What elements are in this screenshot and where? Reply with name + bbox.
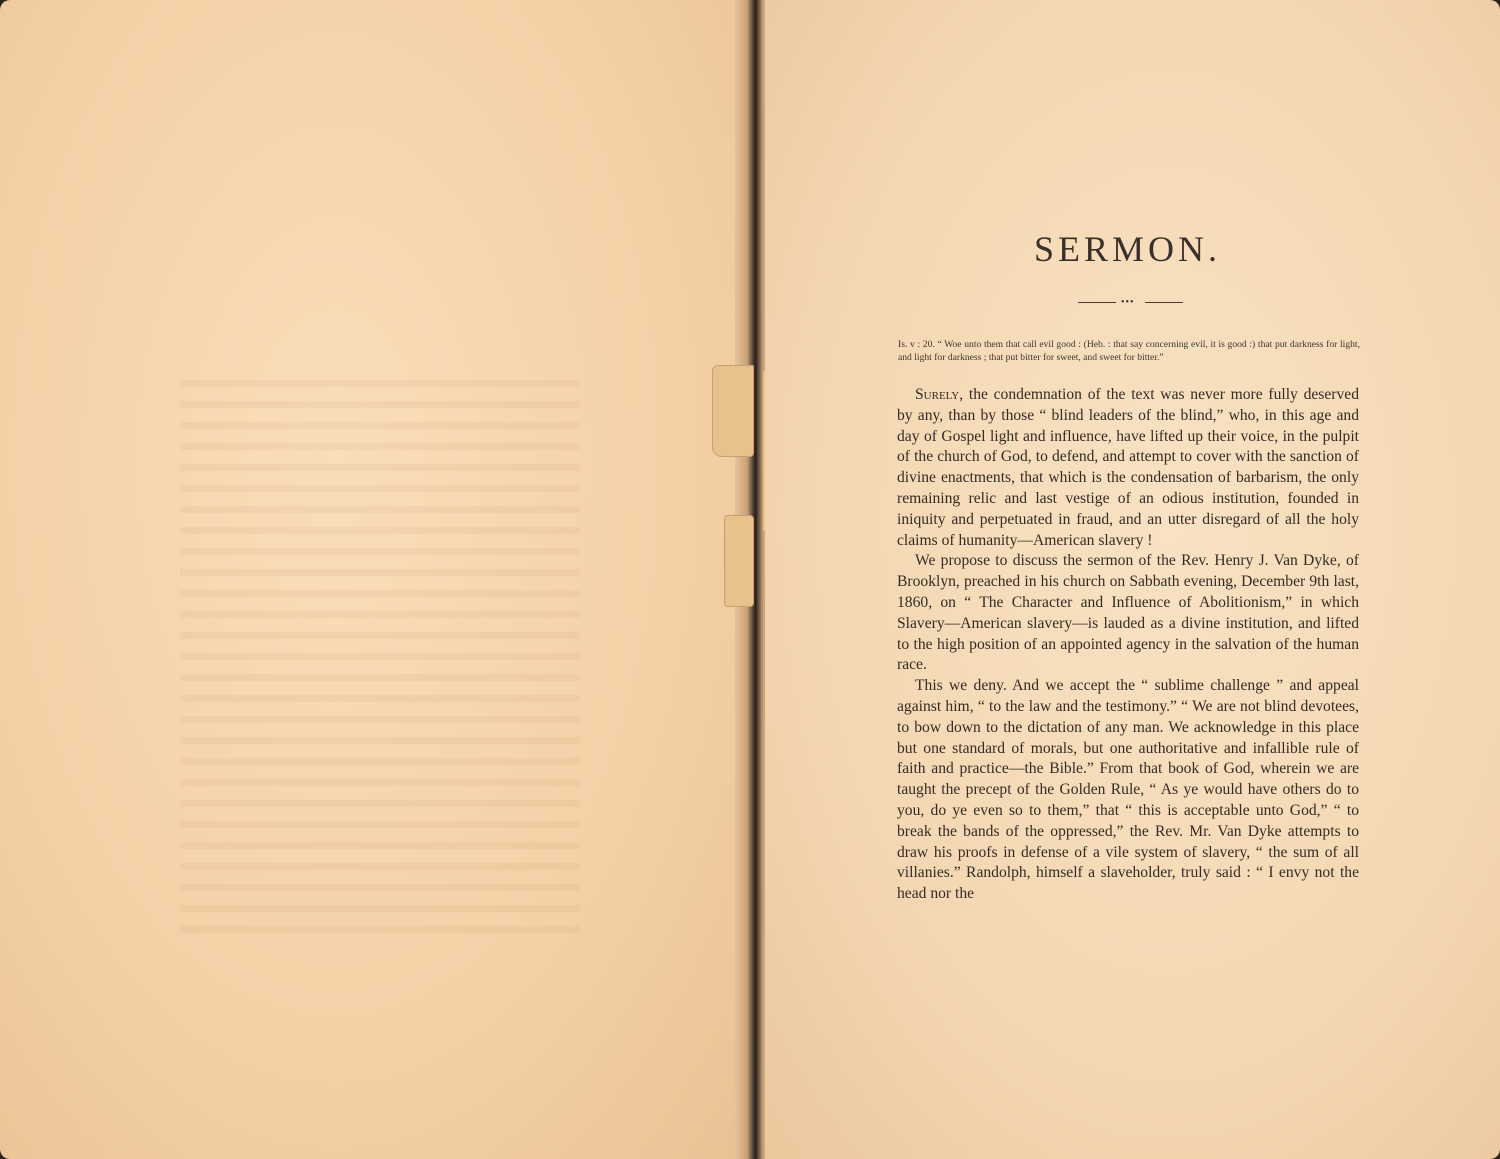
paper-tear (724, 515, 754, 607)
left-page (0, 0, 745, 1159)
epigraph: Is. v : 20. “ Woe unto them that call evil good : (Heb. : that say concerning evil, it is good :) that put darkness for light, and light for darkness ; that put bitter for sweet, and sweet for bitter.” (898, 339, 1360, 363)
sermon-body (897, 385, 1359, 905)
paragraph-text: This we deny. And we accept the “ sublime challenge ” and appeal against him, “ to the law and the testimony.” “ We are not blind devotees, to bow down to the dictation of any man. We acknowledge in this place but one standard of morals, but one authoritative and infallible rule of faith and practice—the Bible.” From that book of God, wherein we are taught the precept of the Golden Rule, “ As ye would have others do to you, do ye even so to them,” that “ this is acceptable unto God,” “ to break the bands of the oppressed,” the Rev. Mr. Van Dyke attempts to draw his proofs in defense of a vile system of slavery, “ the sum of all villanies.” Randolph, himself a slaveholder, truly said : “ I envy not the head nor the (897, 677, 1359, 903)
ornament-dots: ••• (1121, 297, 1135, 308)
paper-tear (712, 365, 754, 457)
ornament-line-right (1145, 302, 1183, 303)
show-through-text (180, 380, 580, 940)
ornament-line-left (1078, 302, 1116, 303)
paragraph-text: the condemnation of the text was never more fully deserved by any, than by those “ blind leaders of the blind,” who, in this age and day of Gospel light and influence, have lifted up their voice, in the pulpit of the church of God, to defend, and attempt to cover with the sanction of divine enactments, that which is the condensation of barbarism, the only remaining relic and last vestige of an odious institution, founded in iniquity and perpetuated in fraud, and an utter disregard of all the holy claims of humanity—American slavery ! (897, 386, 1359, 549)
paragraph-2 (897, 551, 1359, 676)
paragraph-text: We propose to discuss the sermon of the Rev. Henry J. Van Dyke, of Brooklyn, preached in his church on Sabbath evening, December 9th last, 1860, on “ The Character and Influence of Abolitionism,” in which Slavery—American slavery—is lauded as a divine institution, and lifted to the high position of an appointed agency in the salvation of the human race. (897, 552, 1359, 674)
sermon-heading: SERMON. (1033, 229, 1222, 269)
ornament-divider (1078, 297, 1183, 308)
paragraph-lead: Surely, (915, 386, 964, 403)
paragraph-3 (897, 676, 1359, 905)
paragraph-1 (897, 385, 1359, 551)
